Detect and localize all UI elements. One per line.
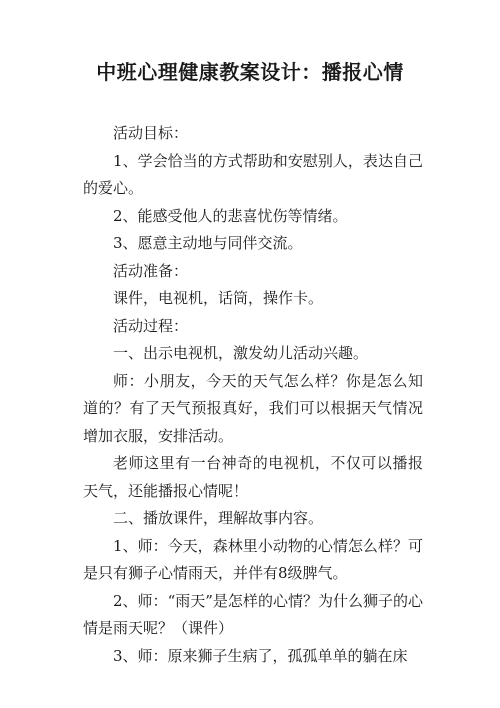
document-title: 中班心理健康教案设计：播报心情 bbox=[96, 60, 404, 84]
paragraph-step-2-1: 1、师：今天，森林里小动物的心情怎么样？可是只有狮子心情雨天，并伴有8级脾气。 bbox=[83, 536, 423, 582]
paragraph-magic-tv: 老师这里有一台神奇的电视机，不仅可以播报天气，还能播报心情呢！ bbox=[83, 454, 423, 500]
paragraph-goals-heading: 活动目标： bbox=[113, 124, 189, 142]
paragraph-prep-items: 课件，电视机，话筒，操作卡。 bbox=[113, 289, 324, 307]
paragraph-step-2-2: 2、师：“雨天”是怎样的心情？为什么狮子的心情是雨天呢？（课件） bbox=[83, 591, 423, 637]
paragraph-teacher-weather: 师：小朋友，今天的天气怎么样？你是怎么知道的？有了天气预报真好，我们可以根据天气情况增加衣服，安排活动。 bbox=[83, 371, 423, 445]
paragraph-goal-1: 1、学会恰当的方式帮助和安慰别人，表达自己的爱心。 bbox=[83, 151, 423, 197]
document-body bbox=[83, 120, 423, 670]
paragraph-step-2-3: 3、师：原来狮子生病了，孤孤单单的躺在床 bbox=[113, 646, 408, 665]
paragraph-step-2: 二、播放课件，理解故事内容。 bbox=[113, 509, 324, 527]
paragraph-goal-2: 2、能感受他人的悲喜忧伤等情绪。 bbox=[113, 206, 348, 225]
paragraph-prep-heading: 活动准备： bbox=[113, 261, 189, 280]
paragraph-goal-3: 3、愿意主动地与同伴交流。 bbox=[113, 234, 303, 252]
paragraph-step-1: 一、出示电视机，激发幼儿活动兴趣。 bbox=[113, 344, 369, 362]
paragraph-process-heading: 活动过程： bbox=[113, 316, 189, 335]
